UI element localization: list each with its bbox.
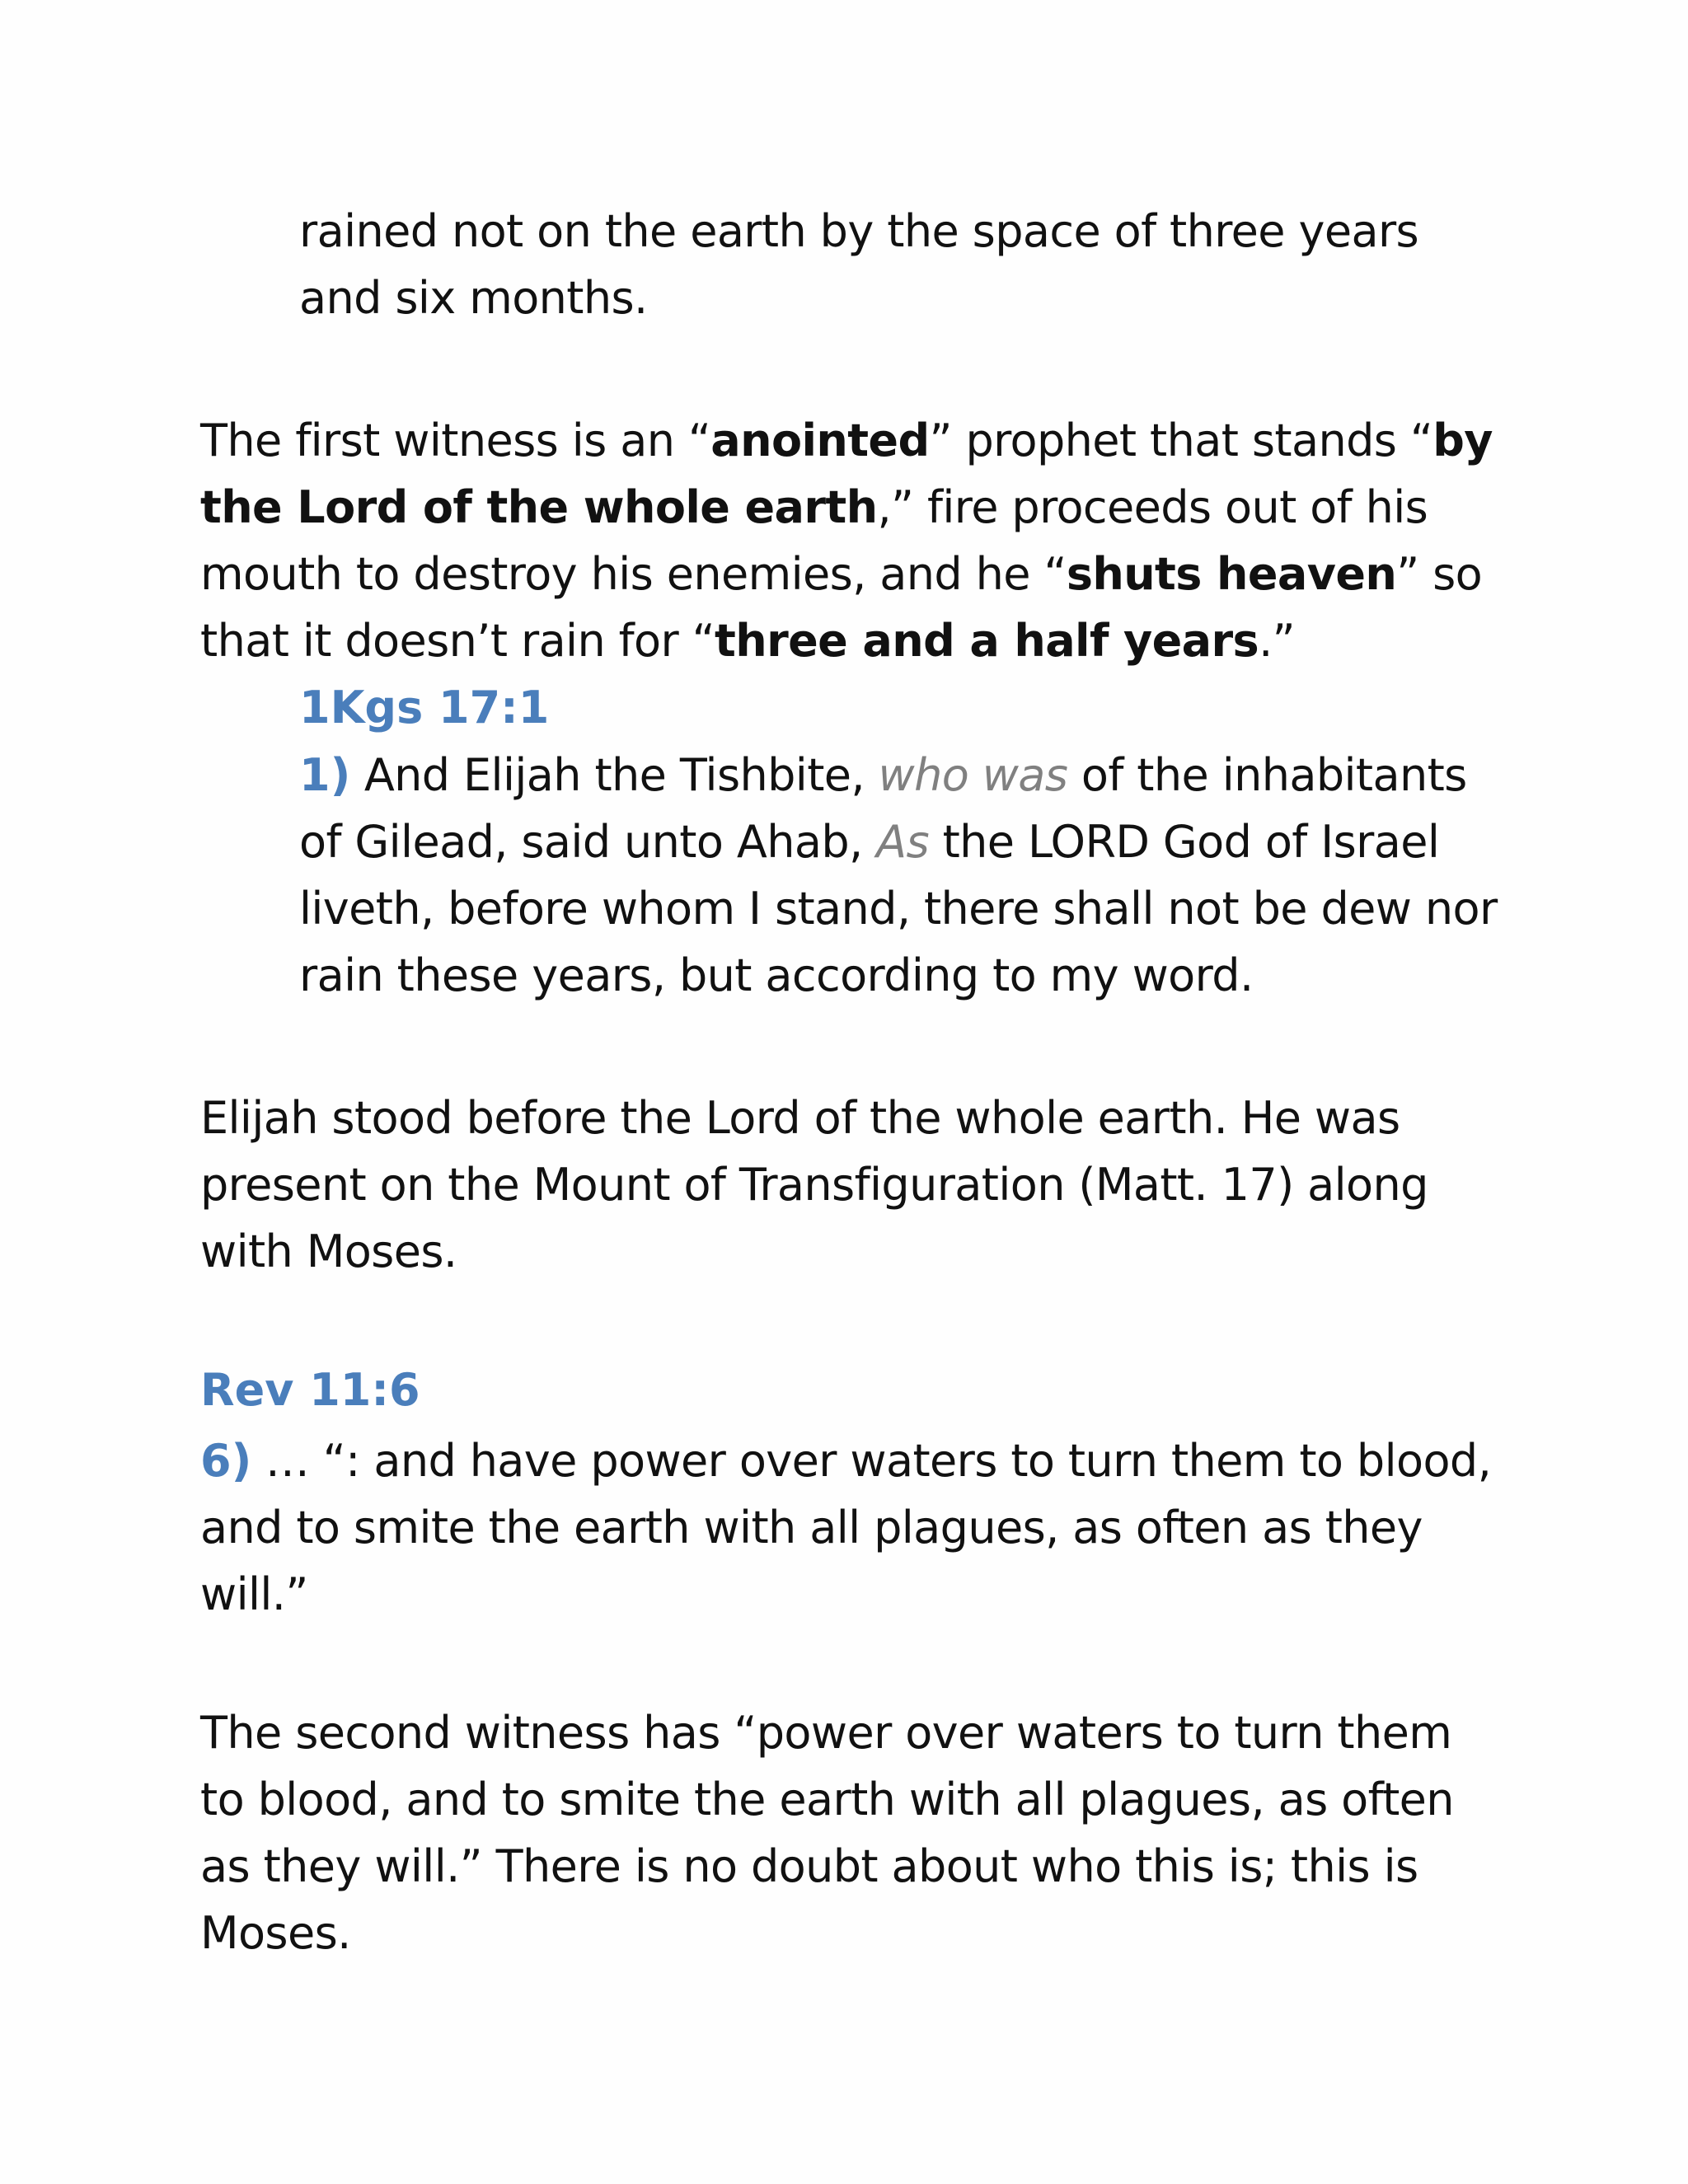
paragraph-first-witness: The first witness is an “anointed” prophet that stands “by the Lord of the whole earth,” fire proceeds out of his mouth to destroy his enemies, and he “shuts heaven” so that it doesn’t rain for “three and a half years.”: [200, 415, 1496, 667]
paragraph-elijah: Elijah stood before the Lord of the whole earth. He was present on the Mount of Transfiguration (Matt. 17) along with Moses.: [200, 1092, 1442, 1277]
continued-quote: rained not on the earth by the space of three years and six months.: [299, 205, 1432, 324]
bold-anointed: anointed: [710, 415, 930, 466]
verse-1kgs-17-1: 1) And Elijah the Tishbite, who was of the inhabitants of Gilead, said unto Ahab, As the LORD God of Israel liveth, before whom I stand, there shall not be dew nor rain these years, but according to my word.: [299, 749, 1512, 1001]
scripture-reference-rev: Rev 11:6: [200, 1364, 420, 1416]
italic-supplied-word: As: [876, 816, 930, 868]
bold-lord-of-earth: by the Lord of the whole earth: [200, 415, 1493, 533]
bold-three-and-half-years: three and a half years: [715, 615, 1259, 667]
italic-supplied-words: who was: [878, 749, 1068, 801]
bold-shuts-heaven: shuts heaven: [1066, 548, 1397, 600]
scripture-reference-1kgs: 1Kgs 17:1: [299, 682, 550, 733]
verse-number: 1): [299, 749, 351, 801]
verse-rev-11-6: 6) … “: and have power over waters to turn them to blood, and to smite the earth with all plagues, as often as they will.”: [200, 1435, 1505, 1620]
verse-number: 6): [200, 1435, 252, 1487]
paragraph-second-witness: The second witness has “power over waters to turn them to blood, and to smite the earth with all plagues, as often as they will.” There is no doubt about who this is; this is Moses.: [200, 1707, 1468, 1959]
